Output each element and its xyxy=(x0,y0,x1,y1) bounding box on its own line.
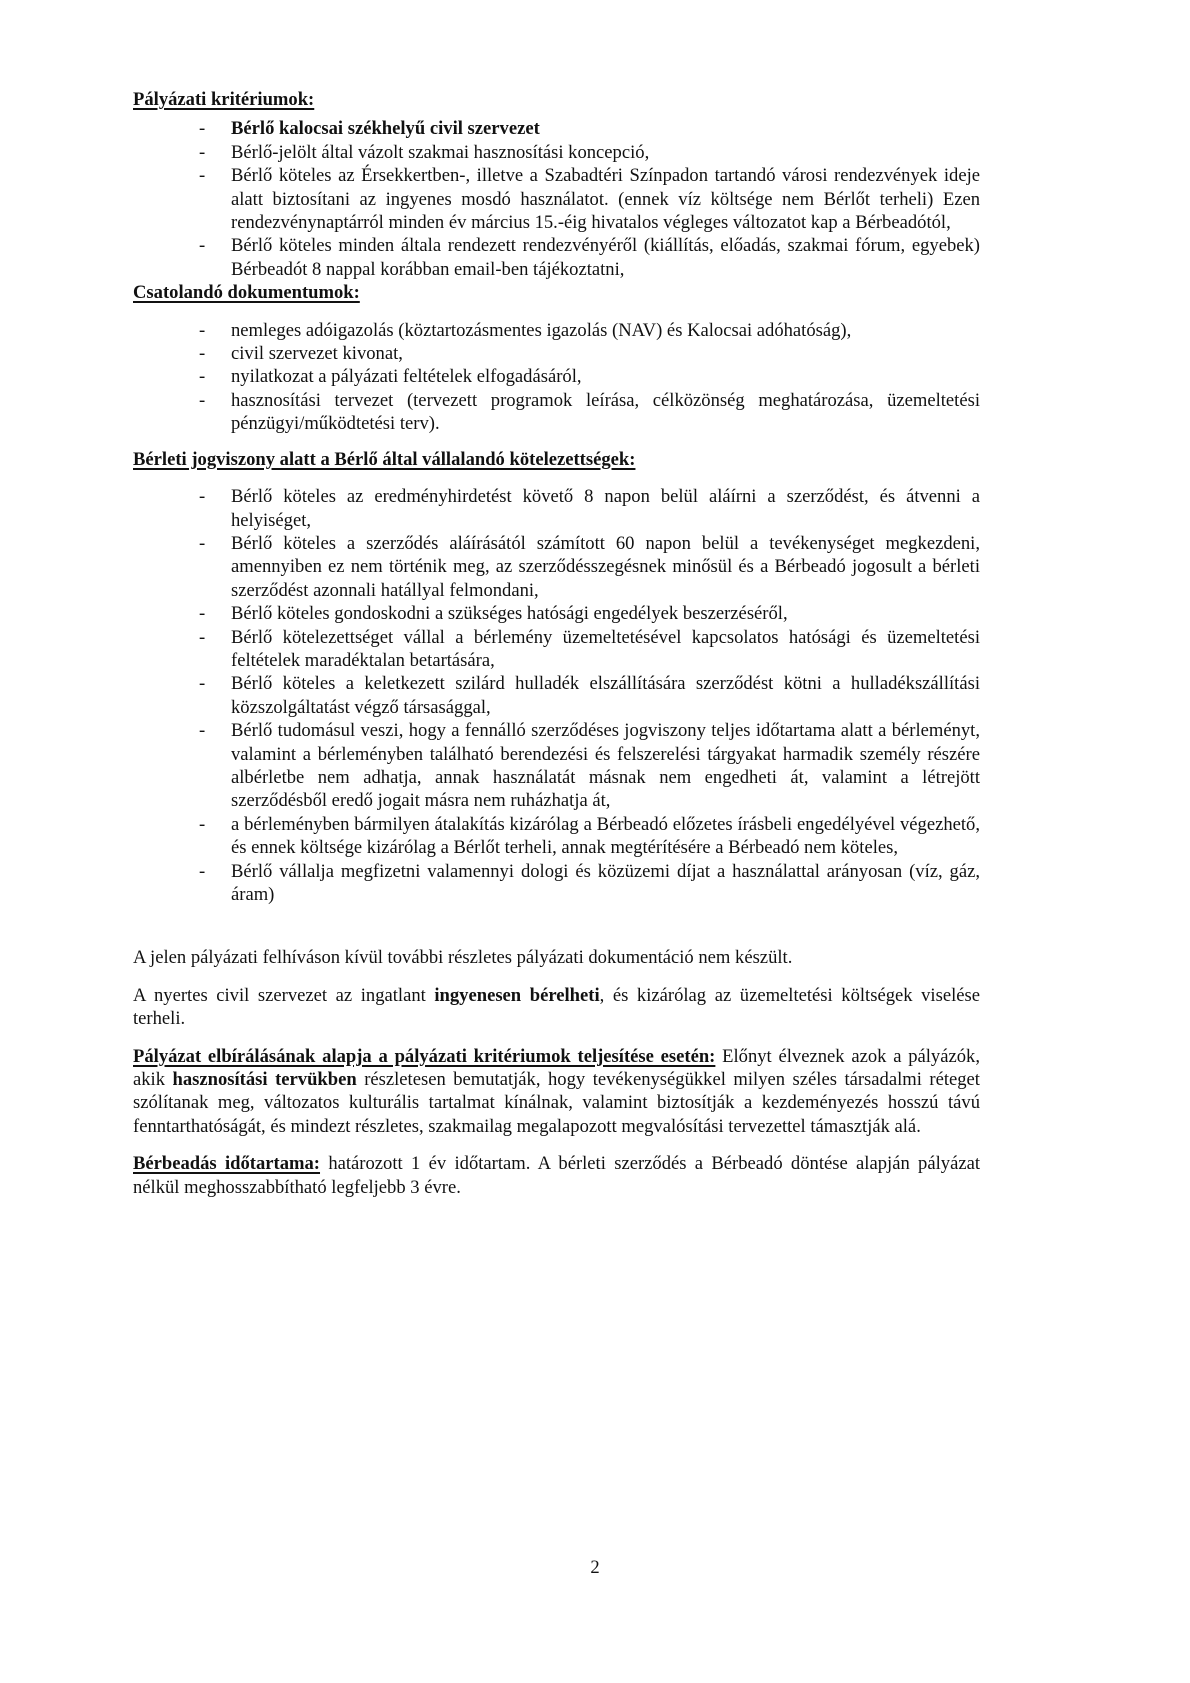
list-item-text: Bérlő vállalja megfizetni valamennyi dologi és közüzemi díjat a használattal arányosan (víz, gáz, áram) xyxy=(231,860,980,905)
list-item xyxy=(133,602,980,625)
list-item-text: Bérlő köteles gondoskodni a szükséges hatósági engedélyek beszerzéséről, xyxy=(231,603,788,625)
list-item xyxy=(133,342,980,365)
dash-bullet: - xyxy=(199,165,206,187)
page-number: 2 xyxy=(590,1557,600,1578)
list-item-text: nyilatkozat a pályázati feltételek elfogadásáról, xyxy=(231,366,582,388)
list-item-text: Bérlő kalocsai székhelyű civil szervezet xyxy=(231,118,540,140)
list-item xyxy=(133,719,980,813)
list-item-text: a bérleményben bármilyen átalakítás kizárólag a Bérbeadó előzetes írásbeli engedélyével végezhető, és ennek költsége kizárólag a Bérlőt terheli, annak megtérítésére a Bérbeadó nem köteles, xyxy=(231,813,980,859)
list-item xyxy=(133,234,980,281)
emphasis-text: ingyenesen bérelheti xyxy=(434,984,600,1006)
paragraph-text: A nyertes civil szervezet az ingatlant xyxy=(133,984,435,1006)
emphasis-text: hasznosítási tervükben xyxy=(172,1069,357,1091)
dash-bullet: - xyxy=(199,118,206,140)
dash-bullet: - xyxy=(199,141,206,163)
spacer xyxy=(133,436,980,448)
list-item-text: Bérlő köteles minden általa rendezett rendezvényéről (kiállítás, előadás, szakmai fórum, egyebek) Bérbeadót 8 nappal korábban email-ben tájékoztatni, xyxy=(231,235,980,280)
spacer xyxy=(133,970,980,984)
list-item xyxy=(133,626,980,673)
paragraph-text: , és kizárólag az üzemeltetési költségek viselése terheli. xyxy=(133,984,980,1030)
spacer xyxy=(133,1138,980,1152)
list-item xyxy=(133,389,980,436)
list-item xyxy=(133,365,980,388)
attachments-heading: Csatolandó dokumentumok: xyxy=(133,282,360,304)
dash-bullet: - xyxy=(199,319,206,341)
dash-bullet: - xyxy=(199,486,206,508)
list-item-text: civil szervezet kivonat, xyxy=(231,343,403,365)
list-item xyxy=(133,532,980,602)
list-item xyxy=(133,141,980,164)
list-item xyxy=(133,485,980,532)
evaluation-paragraph xyxy=(133,1045,980,1139)
dash-bullet: - xyxy=(199,366,206,388)
dash-bullet: - xyxy=(199,626,206,648)
list-item xyxy=(133,319,980,342)
dash-bullet: - xyxy=(199,532,206,554)
list-item-text: Bérlő köteles a szerződés aláírásától számított 60 napon belül a tevékenységet megkezdeni, amennyiben ez nem történik meg, az szerződésszegésnek minősül és a Bérbeadó jogosult a bérleti szerződést azonnali hatállyal felmondani, xyxy=(231,532,980,601)
paragraph-text: részletesen bemutatják, hogy tevékenységükkel milyen széles társadalmi réteget szólítanak meg, változatos kulturális tartalmat kínálnak, valamint biztosítják a kezdeményezés hosszú távú fenntarthatóságát, és mindezt részletes, szakmailag megalapozott megvalósítási tervezettel támasztják alá. xyxy=(133,1069,980,1137)
dash-bullet: - xyxy=(199,813,206,835)
obligations-heading: Bérleti jogviszony alatt a Bérlő által vállalandó kötelezettségek: xyxy=(133,448,636,470)
list-item-text: Bérlő kötelezettséget vállal a bérlemény üzemeltetésével kapcsolatos hatósági és üzemeltetési feltételek maradéktalan betartására, xyxy=(231,626,980,671)
list-item-text: Bérlő köteles a keletkezett szilárd hulladék elszállítására szerződést kötni a hulladékszállítási közszolgáltatást végző társasággal, xyxy=(231,673,980,718)
document-page xyxy=(133,88,980,1199)
dash-bullet: - xyxy=(199,343,206,365)
criteria-list xyxy=(133,117,980,281)
list-item-text: Bérlő tudomásul veszi, hogy a fennálló szerződéses jogviszony teljes időtartama alatt a bérleményt, valamint a bérleményben található berendezési és felszerelési tárgyakat harmadik személy részére albérletbe nem adhatja, annak használatát másnak nem engedheti át, valamint a létrejött szerződésből eredő jogait másra nem ruházhatja át, xyxy=(231,720,980,812)
list-item xyxy=(133,164,980,234)
dash-bullet: - xyxy=(199,389,206,411)
list-item xyxy=(133,672,980,719)
attachments-list xyxy=(133,319,980,436)
list-item-text: Bérlő-jelölt által vázolt szakmai hasznosítási koncepció, xyxy=(231,141,650,163)
spacer xyxy=(133,1031,980,1045)
list-item-text: nemleges adóigazolás (köztartozásmentes igazolás (NAV) és Kalocsai adóhatóság), xyxy=(231,319,852,341)
no-documentation-paragraph: A jelen pályázati felhíváson kívül további részletes pályázati dokumentáció nem készült. xyxy=(133,947,793,969)
evaluation-heading: Pályázat elbírálásának alapja a pályázati kritériumok teljesítése esetén: xyxy=(133,1045,716,1067)
paragraph-text: Előnyt élveznek azok a pályázók, akik xyxy=(133,1045,980,1091)
dash-bullet: - xyxy=(199,673,206,695)
list-item-text: hasznosítási tervezet (tervezett programok leírása, célközönség meghatározása, üzemeltetési pénzügyi/működtetési terv). xyxy=(231,389,980,435)
list-item xyxy=(133,813,980,860)
criteria-heading: Pályázati kritériumok: xyxy=(133,89,315,110)
free-rent-paragraph xyxy=(133,984,980,1031)
duration-paragraph xyxy=(133,1152,980,1199)
spacer xyxy=(133,906,980,946)
dash-bullet: - xyxy=(199,720,206,742)
paragraph-text: határozott 1 év időtartam. A bérleti szerződés a Bérbeadó döntése alapján pályázat nélkül meghosszabbítható legfeljebb 3 évre. xyxy=(133,1153,980,1198)
obligations-list xyxy=(133,485,980,906)
list-item-text: Bérlő köteles az Érsekkertben-, illetve a Szabadtéri Színpadon tartandó városi rendezvények ideje alatt biztosítani az ingyenes mosdó használatot. (ennek víz költsége nem Bérlőt terheli) Ezen rendezvénynaptárról minden év március 15.-éig hivatalos végleges változatot kap a Bérbeadótól, xyxy=(231,165,980,234)
dash-bullet: - xyxy=(199,860,206,882)
list-item-text: Bérlő köteles az eredményhirdetést követő 8 napon belül aláírni a szerződést, és átvenni a helyiséget, xyxy=(231,486,980,531)
list-item xyxy=(133,117,980,140)
dash-bullet: - xyxy=(199,235,206,257)
list-item xyxy=(133,860,980,907)
duration-heading: Bérbeadás időtartama: xyxy=(133,1153,321,1175)
dash-bullet: - xyxy=(199,603,206,625)
